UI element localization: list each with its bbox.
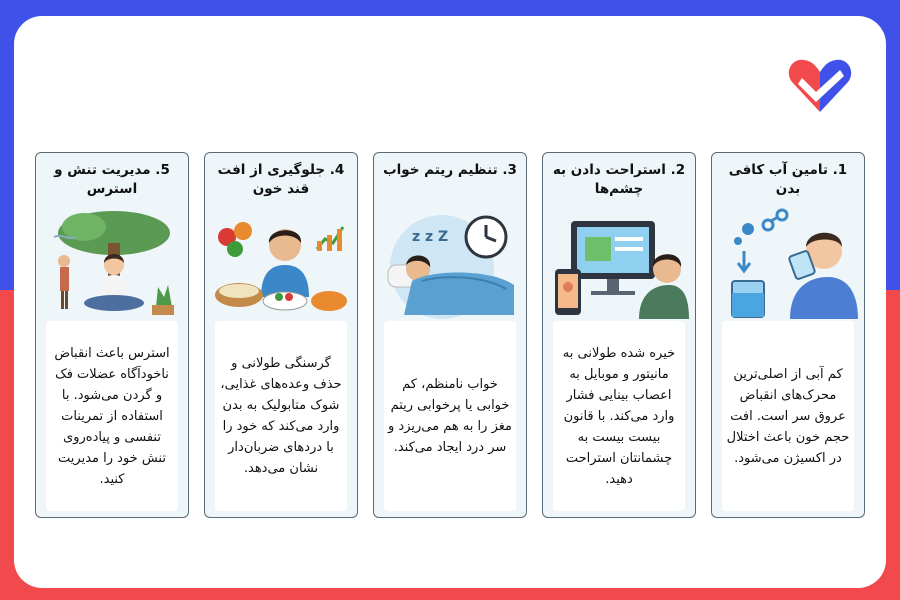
card-title: 4. جلوگیری از افت قند خون [217,162,345,197]
card-body [553,321,685,511]
person-eating-healthy-food-icon [213,207,349,319]
card-text: خواب نامنظم، کم خوابی یا پرخوابی ریتم مغز را به هم می‌ریزد و سر درد ایجاد می‌کند. [388,377,512,455]
card-text: استرس باعث انقباض ناخودآگاه عضلات فک و گردن می‌شود. با استفاده از تمرینات تنفسی و پیاده‌روی تنش خود را مدیریت کنید. [54,345,170,487]
heart-check-logo [786,54,854,118]
person-sleeping-clock-icon [382,207,518,319]
card-body [46,321,178,511]
card-text: گرسنگی طولانی و حذف وعده‌های غذایی، شوک متابولیک به بدن وارد می‌کند که خود را با دردهای ضربان‌دار نشان می‌دهد. [220,356,342,476]
card-title: 1. تامین آب کافی بدن [728,162,848,197]
card-body [215,321,347,511]
person-looking-at-monitor-icon [551,207,687,319]
card-body [722,321,854,511]
card-text: کم آبی از اصلی‌ترین محرک‌های انقباض عروق سر است. افت حجم خون باعث اختلال در اکسیژن می‌شود. [726,366,850,466]
card-body [384,321,516,511]
card-eye-rest [542,152,696,518]
card-hydration [711,152,865,518]
person-drinking-water-icon [720,207,856,319]
card-title: 2. استراحت دادن به چشم‌ها [552,162,686,197]
person-meditating-tree-icon [44,207,180,319]
svg-text:z z Z: z z Z [412,229,449,245]
card-text: خیره شده طولانی به مانیتور و موبایل به اعصاب بینایی فشار وارد می‌کند. با قانون بیست بیست به چشمانتان استراحت دهید. [562,345,676,487]
card-stress-management [35,152,189,518]
card-sleep-rhythm [373,152,527,518]
card-title: 5. مدیریت تنش و استرس [54,162,170,197]
card-blood-sugar [204,152,358,518]
card-title: 3. تنظیم ریتم خواب [383,162,517,178]
